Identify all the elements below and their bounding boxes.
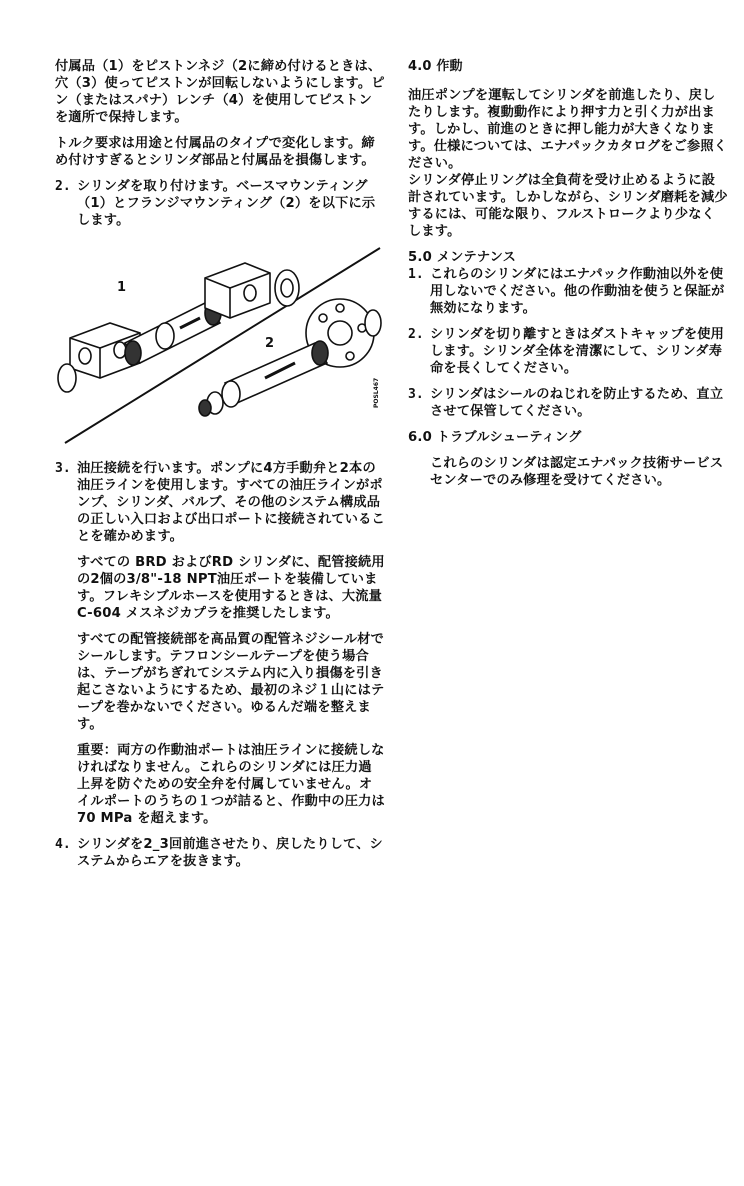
figure-label-1: 1 xyxy=(117,280,127,295)
paragraph-torque: トルク要求は用途と付属品のタイプで変化します。締め付けすぎるとシリンダ部品と付属品を損傷します。 xyxy=(55,136,375,168)
figure-id: POSL467 xyxy=(373,377,380,408)
list-text: これらのシリンダにはエナパック作動油以外を使用しないでください。他の作動油を使うと保証が無効になります。 xyxy=(430,267,725,316)
list-item-4 xyxy=(55,836,385,870)
heading-troubleshooting: 6.0 トラブルシューティング xyxy=(408,430,582,445)
list-text: シリンダはシールのねじれを防止するため、直立させて保管してください。 xyxy=(430,387,724,419)
paragraph-operation: 油圧ポンプを運転してシリンダを前進したり、戻したりします。複動動作により押す力と引く力が出ます。しかし、前進のときに押し能力が大きくなります。仕様については、エナパックカタログをご参照ください。 xyxy=(408,88,728,171)
paragraph-accessory: 付属品（1）をピストンネジ（2に締め付けるときは、穴（3）使ってピストンが回転しないようにします。ピン（またはスパナ）レンチ（4）を使用してピストンを適所で保持します。 xyxy=(55,59,385,125)
list-text: シリンダを2_3回前進させたり、戻したりして、システムからエアを抜きます。 xyxy=(77,837,383,869)
paragraph-ports: すべての BRD およびRD シリンダに、配管接続用の2個の3/8"-18 NPT油圧ポートを装備しています。フレキシブルホースを使用するときは、大流量 C-604 メスネジカプラを推奨したします。 xyxy=(77,555,385,621)
cylinder-mounting-illustration xyxy=(55,238,385,448)
paragraph-sealing: すべての配管接続部を高品質の配管ネジシール材でシールします。テフロンシールテープを使う場合は、テープがちぎれてシステム内に入り損傷を引き起こさないようにするため、最初のネジ１山にはテープを巻かないでください。ゆるんだ端を整えます。 xyxy=(77,632,385,732)
list-number: 4. xyxy=(55,837,71,852)
list-text: シリンダを取り付けます。ベースマウンティング（1）とフランジマウンティング（2）を以下に示します。 xyxy=(77,179,376,228)
paragraph-stop-ring: シリンダ停止リングは全負荷を受け止めるように設計されています。しかしながら、シリンダ磨耗を減少するには、可能な限り、フルストロークより少なくします。 xyxy=(408,173,728,239)
list-text: シリンダを切り離すときはダストキャップを使用します。シリンダ全体を清潔にして、シリンダ寿命を長くしてください。 xyxy=(430,327,724,376)
list-item-2 xyxy=(55,178,385,229)
paragraph-troubleshooting: これらのシリンダは認定エナパック技術サービスセンターでのみ修理を受けてください。 xyxy=(430,456,724,488)
maintenance-item-3 xyxy=(408,386,728,420)
list-item-3 xyxy=(55,460,385,545)
list-number: 2. xyxy=(408,327,424,342)
list-text: 油圧接続を行います。ポンプに4方手動弁と2本の油圧ラインを使用します。すべての油圧ラインがポンプ、シリンダ、バルブ、その他のシステム構成品の正しい入口および出口ポートに接続されていることを確かめます。 xyxy=(77,461,385,544)
left-column xyxy=(55,58,385,879)
list-number: 3. xyxy=(55,461,71,476)
right-column xyxy=(408,58,728,498)
mounting-figure xyxy=(55,238,385,448)
figure-label-2: 2 xyxy=(265,336,275,351)
list-number: 3. xyxy=(408,387,424,402)
maintenance-item-2 xyxy=(408,326,728,377)
heading-maintenance: 5.0 メンテナンス xyxy=(408,250,517,265)
maintenance-item-1 xyxy=(408,266,728,317)
list-number: 1. xyxy=(408,267,424,282)
heading-operation: 4.0 作動 xyxy=(408,59,463,74)
list-number: 2. xyxy=(55,179,71,194)
paragraph-important: 重要：両方の作動油ポートは油圧ラインに接続しなければなりません。これらのシリンダには圧力過上昇を防ぐための安全弁を付属していません。オイルポートのうちの１つが詰ると、作動中の圧力は70 MPa を超えます。 xyxy=(77,743,385,826)
